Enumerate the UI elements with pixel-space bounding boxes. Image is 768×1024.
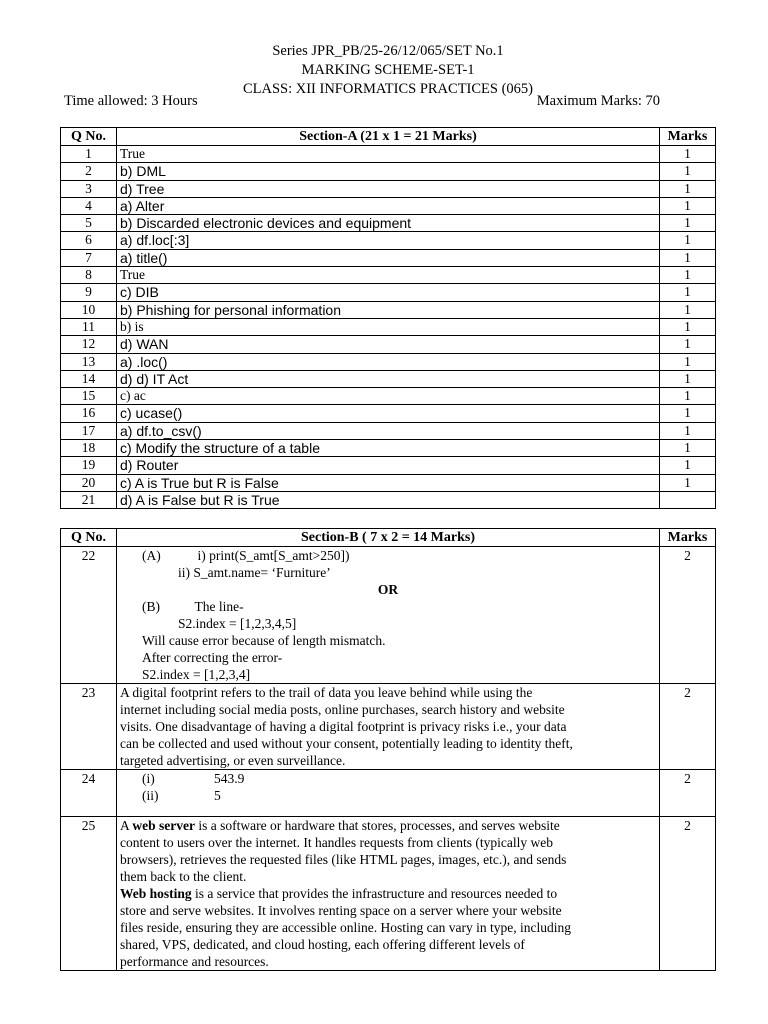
question-number: 8 xyxy=(61,267,117,284)
marks-value: 2 xyxy=(660,770,716,817)
scheme-title: MARKING SCHEME-SET-1 xyxy=(301,62,475,78)
question-number: 19 xyxy=(61,457,117,474)
answer-cell: d) Tree xyxy=(117,180,660,197)
term-web-hosting: Web hosting xyxy=(120,886,192,901)
answer-text: i) print(S_amt[S_amt>250]) xyxy=(197,548,350,563)
answer-text: is a software or hardware that stores, processes, and serves website xyxy=(195,818,560,833)
part-label: (B) xyxy=(142,599,160,614)
section-b-title: Section-B ( 7 x 2 = 14 Marks) xyxy=(117,529,660,547)
answer-text: targeted advertising, or even surveillance. xyxy=(120,753,346,768)
table-row xyxy=(61,301,716,318)
question-number: 20 xyxy=(61,474,117,491)
marks-value: 1 xyxy=(660,232,716,249)
marks-value: 1 xyxy=(660,318,716,335)
question-number: 5 xyxy=(61,215,117,232)
answer-cell: c) ac xyxy=(117,388,660,405)
document-header xyxy=(60,42,716,99)
answer-cell: c) ucase() xyxy=(117,405,660,422)
answer-text: can be collected and used without your consent, potentially leading to identity theft, xyxy=(120,736,573,751)
answer-cell: True xyxy=(117,267,660,284)
col-marks-header: Marks xyxy=(660,128,716,146)
answer-cell: d) WAN xyxy=(117,336,660,353)
question-number: 22 xyxy=(61,547,117,684)
answer-cell: b) DML xyxy=(117,163,660,180)
answer-cell: True xyxy=(117,146,660,163)
question-number: 7 xyxy=(61,249,117,266)
answer-cell: a) df.to_csv() xyxy=(117,422,660,439)
answer-cell xyxy=(117,770,660,817)
answer-line xyxy=(120,770,656,787)
table-row xyxy=(61,353,716,370)
time-allowed: Time allowed: 3 Hours xyxy=(64,93,198,109)
answer-text: visits. One disadvantage of having a digital footprint is privacy risks i.e., your data xyxy=(120,719,567,734)
marks-value: 2 xyxy=(660,684,716,770)
answer-cell: c) Modify the structure of a table xyxy=(117,440,660,457)
question-number: 4 xyxy=(61,197,117,214)
answer-line xyxy=(120,598,656,615)
col-qno-header: Q No. xyxy=(61,529,117,547)
marks-value: 1 xyxy=(660,336,716,353)
table-row xyxy=(61,457,716,474)
answer-text: ii) S_amt.name= ‘Furniture’ xyxy=(178,565,331,580)
answer-text: 543.9 xyxy=(214,771,245,786)
answer-cell: a) title() xyxy=(117,249,660,266)
section-a-title: Section-A (21 x 1 = 21 Marks) xyxy=(117,128,660,146)
table-row xyxy=(61,684,716,770)
table-row xyxy=(61,422,716,439)
or-separator: OR xyxy=(377,582,399,597)
question-number: 12 xyxy=(61,336,117,353)
class-title: CLASS: XII INFORMATICS PRACTICES (065) xyxy=(242,81,534,97)
question-number: 18 xyxy=(61,440,117,457)
col-marks-header: Marks xyxy=(660,529,716,547)
marks-value: 1 xyxy=(660,457,716,474)
answer-cell: c) DIB xyxy=(117,284,660,301)
answer-cell xyxy=(117,684,660,770)
answer-cell: a) .loc() xyxy=(117,353,660,370)
marks-value: 1 xyxy=(660,215,716,232)
section-b-table xyxy=(60,528,716,971)
question-number: 16 xyxy=(61,405,117,422)
marks-value: 1 xyxy=(660,440,716,457)
marks-value: 1 xyxy=(660,301,716,318)
section-a-header-row xyxy=(61,128,716,146)
part-label: (ii) xyxy=(142,788,159,803)
table-row xyxy=(61,284,716,301)
answer-cell: d) Router xyxy=(117,457,660,474)
question-number: 25 xyxy=(61,817,117,971)
answer-text: S2.index = [1,2,3,4,5] xyxy=(178,616,297,631)
table-row xyxy=(61,249,716,266)
table-row xyxy=(61,267,716,284)
table-row xyxy=(61,163,716,180)
answer-line xyxy=(120,885,656,902)
answer-text: A xyxy=(120,818,133,833)
answer-text: The line- xyxy=(194,599,244,614)
question-number: 14 xyxy=(61,370,117,387)
table-row xyxy=(61,180,716,197)
answer-text: them back to the client. xyxy=(120,869,247,884)
answer-text: is a service that provides the infrastructure and resources needed to xyxy=(191,886,558,901)
answer-text: A digital footprint refers to the trail of data you leave behind while using the xyxy=(120,685,533,700)
table-row xyxy=(61,491,716,508)
question-number: 3 xyxy=(61,180,117,197)
marks-value: 1 xyxy=(660,474,716,491)
marks-value: 1 xyxy=(660,180,716,197)
table-row xyxy=(61,547,716,684)
table-row xyxy=(61,388,716,405)
question-number: 13 xyxy=(61,353,117,370)
marks-value xyxy=(660,491,716,508)
marks-value: 1 xyxy=(660,163,716,180)
table-row xyxy=(61,770,716,817)
answer-text: Will cause error because of length mismatch. xyxy=(142,633,386,648)
marks-value: 1 xyxy=(660,353,716,370)
marks-value: 2 xyxy=(660,817,716,971)
answer-text: browsers), retrieves the requested files (like HTML pages, images, etc.), and sends xyxy=(120,852,567,867)
table-row xyxy=(61,197,716,214)
term-web-server: web server xyxy=(132,818,195,833)
answer-cell xyxy=(117,817,660,971)
answer-cell xyxy=(117,547,660,684)
series-title: Series JPR_PB/25-26/12/065/SET No.1 xyxy=(272,43,504,59)
marks-value: 1 xyxy=(660,284,716,301)
marks-value: 2 xyxy=(660,547,716,684)
question-number: 24 xyxy=(61,770,117,817)
marks-value: 1 xyxy=(660,388,716,405)
table-row xyxy=(61,318,716,335)
question-number: 11 xyxy=(61,318,117,335)
answer-text: files reside, ensuring they are accessible online. Hosting can vary in type, including xyxy=(120,920,571,935)
question-number: 9 xyxy=(61,284,117,301)
question-number: 21 xyxy=(61,491,117,508)
answer-text: After correcting the error- xyxy=(142,650,283,665)
section-b-header-row xyxy=(61,529,716,547)
table-row xyxy=(61,474,716,491)
part-label: (A) xyxy=(142,548,161,563)
answer-cell: d) d) IT Act xyxy=(117,370,660,387)
question-number: 6 xyxy=(61,232,117,249)
maximum-marks: Maximum Marks: 70 xyxy=(536,93,660,109)
answer-cell: b) Discarded electronic devices and equipment xyxy=(117,215,660,232)
answer-text: performance and resources. xyxy=(120,954,269,969)
answer-text: shared, VPS, dedicated, and cloud hosting, each offering different levels of xyxy=(120,937,525,952)
section-a-body xyxy=(61,146,716,509)
answer-text: internet including social media posts, online purchases, search history and website xyxy=(120,702,565,717)
answer-cell: b) is xyxy=(117,318,660,335)
part-label: (i) xyxy=(142,771,155,786)
question-number: 2 xyxy=(61,163,117,180)
marks-value: 1 xyxy=(660,370,716,387)
answer-cell: b) Phishing for personal information xyxy=(117,301,660,318)
answer-line xyxy=(120,547,656,564)
marks-value: 1 xyxy=(660,249,716,266)
answer-cell: a) Alter xyxy=(117,197,660,214)
table-row xyxy=(61,146,716,163)
table-row xyxy=(61,405,716,422)
col-qno-header: Q No. xyxy=(61,128,117,146)
question-number: 1 xyxy=(61,146,117,163)
marks-value: 1 xyxy=(660,422,716,439)
question-number: 15 xyxy=(61,388,117,405)
table-row xyxy=(61,440,716,457)
answer-text: S2.index = [1,2,3,4] xyxy=(142,667,251,682)
answer-cell: c) A is True but R is False xyxy=(117,474,660,491)
table-row xyxy=(61,232,716,249)
question-number: 10 xyxy=(61,301,117,318)
marks-value: 1 xyxy=(660,405,716,422)
answer-text: content to users over the internet. It handles requests from clients (typically web xyxy=(120,835,553,850)
answer-line xyxy=(120,817,656,834)
table-row xyxy=(61,370,716,387)
table-row xyxy=(61,215,716,232)
question-number: 17 xyxy=(61,422,117,439)
question-number: 23 xyxy=(61,684,117,770)
table-row xyxy=(61,336,716,353)
answer-text: 5 xyxy=(214,788,221,803)
answer-line xyxy=(120,787,656,804)
marks-value: 1 xyxy=(660,267,716,284)
section-a-table xyxy=(60,127,716,509)
marks-value: 1 xyxy=(660,197,716,214)
answer-cell: d) A is False but R is True xyxy=(117,491,660,508)
answer-text: store and serve websites. It involves renting space on a server where your website xyxy=(120,903,562,918)
answer-cell: a) df.loc[:3] xyxy=(117,232,660,249)
table-row xyxy=(61,817,716,971)
marks-value: 1 xyxy=(660,146,716,163)
